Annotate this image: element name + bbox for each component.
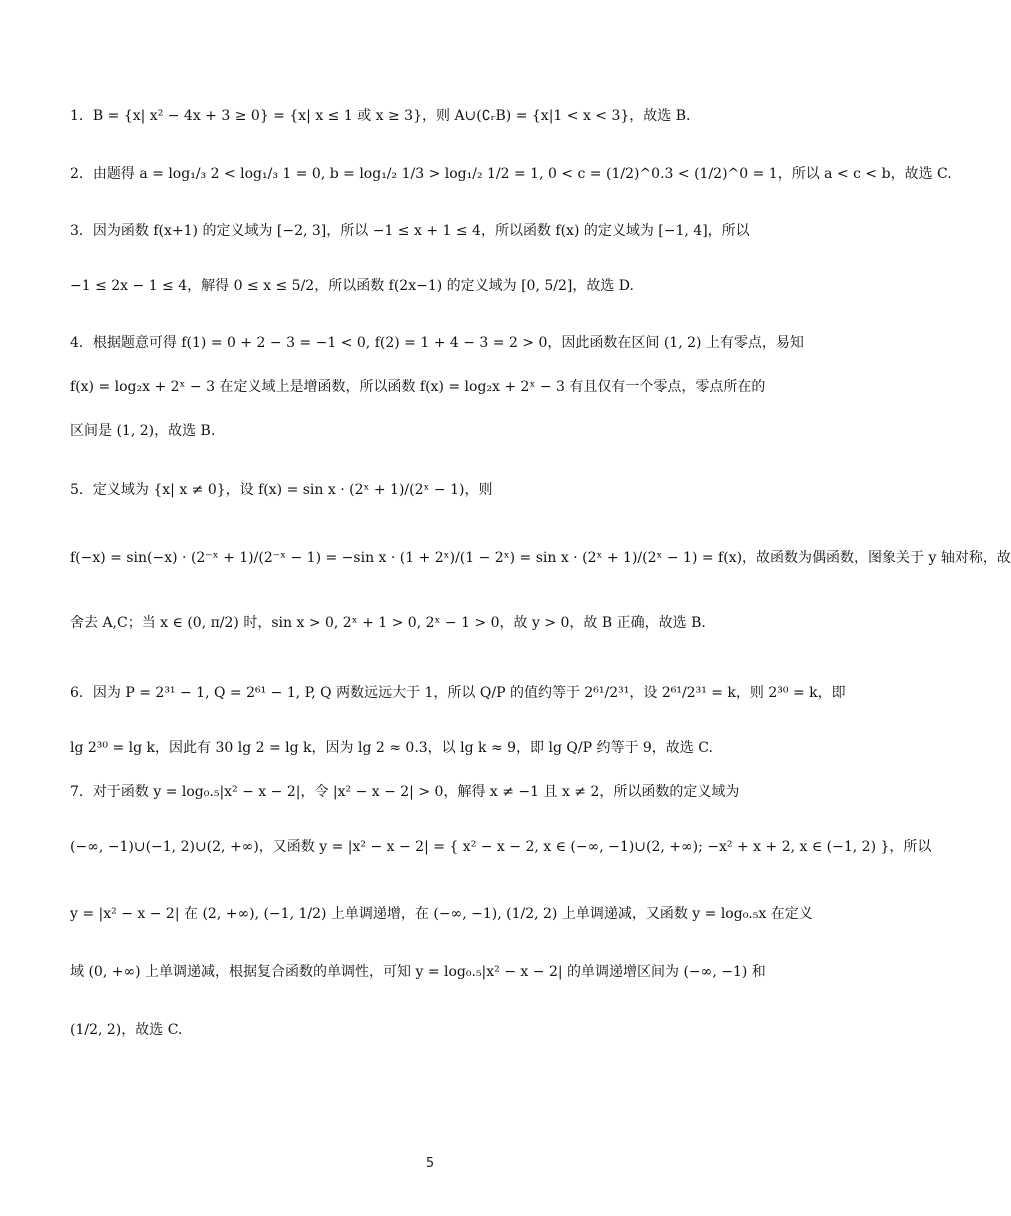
solution-4-line-3: 区间是 (1, 2)，故选 B. [70, 423, 216, 439]
solution-7-line-1: 7．对于函数 y = log₀.₅|x² − x − 2|，令 |x² − x − 2| > 0，解得 x ≠ −1 且 x ≠ 2，所以函数的定义域为 [70, 784, 740, 800]
solution-3-line-1: 3．因为函数 f(x+1) 的定义域为 [−2, 3]，所以 −1 ≤ x + 1 ≤ 4，所以函数 f(x) 的定义域为 [−1, 4]，所以 [70, 223, 750, 239]
solution-5-line-2: f(−x) = sin(−x) · (2⁻ˣ + 1)/(2⁻ˣ − 1) = −sin x · (1 + 2ˣ)/(1 − 2ˣ) = sin x · (2ˣ + 1)/(2ˣ − 1) = f(x)，故函数为偶函数，图象关于 y 轴对称，故 [70, 550, 1011, 566]
solution-2-line: 2．由题得 a = log₁/₃ 2 < log₁/₃ 1 = 0, b = log₁/₂ 1/3 > log₁/₂ 1/2 = 1, 0 < c = (1/2)^0.3 < (1/2)^0 = 1，所以 a < c < b，故选 C. [70, 166, 952, 182]
solution-6-line-2: lg 2³⁰ = lg k，因此有 30 lg 2 = lg k，因为 lg 2 ≈ 0.3，以 lg k ≈ 9，即 lg Q/P 约等于 9，故选 C. [70, 740, 713, 756]
solution-7-line-5: (1/2, 2)，故选 C. [70, 1022, 183, 1038]
solution-5-line-1: 5．定义域为 {x| x ≠ 0}，设 f(x) = sin x · (2ˣ + 1)/(2ˣ − 1)，则 [70, 482, 493, 498]
solution-4-line-1: 4．根据题意可得 f(1) = 0 + 2 − 3 = −1 < 0, f(2) = 1 + 4 − 3 = 2 > 0，因此函数在区间 (1, 2) 上有零点，易知 [70, 335, 804, 351]
solution-5-line-3: 舍去 A,C；当 x ∈ (0, π/2) 时，sin x > 0, 2ˣ + 1 > 0, 2ˣ − 1 > 0，故 y > 0，故 B 正确，故选 B. [70, 615, 706, 631]
solution-6-line-1: 6．因为 P = 2³¹ − 1, Q = 2⁶¹ − 1, P, Q 两数远远大于 1，所以 Q/P 的值约等于 2⁶¹/2³¹，设 2⁶¹/2³¹ = k，则 2³⁰ = k，即 [70, 685, 846, 701]
solution-7-line-4: 域 (0, +∞) 上单调递减，根据复合函数的单调性，可知 y = log₀.₅|x² − x − 2| 的单调递增区间为 (−∞, −1) 和 [70, 964, 766, 980]
page-number: 5 [425, 1156, 435, 1171]
solution-4-line-2: f(x) = log₂x + 2ˣ − 3 在定义域上是增函数，所以函数 f(x) = log₂x + 2ˣ − 3 有且仅有一个零点，零点所在的 [70, 379, 766, 395]
solution-1-line: 1．B = {x| x² − 4x + 3 ≥ 0} = {x| x ≤ 1 或 x ≥ 3}，则 A∪(∁ᵣB) = {x|1 < x < 3}，故选 B. [70, 108, 691, 124]
solution-7-line-3: y = |x² − x − 2| 在 (2, +∞), (−1, 1/2) 上单调递增，在 (−∞, −1), (1/2, 2) 上单调递减，又函数 y = log₀.₅x 在定义 [70, 906, 813, 922]
solution-7-line-2: (−∞, −1)∪(−1, 2)∪(2, +∞)，又函数 y = |x² − x − 2| = { x² − x − 2, x ∈ (−∞, −1)∪(2, +∞); −x² + x + 2, x ∈ (−1, 2) }，所以 [70, 839, 932, 855]
solution-3-line-2: −1 ≤ 2x − 1 ≤ 4，解得 0 ≤ x ≤ 5/2，所以函数 f(2x−1) 的定义域为 [0, 5/2]，故选 D. [70, 278, 634, 294]
